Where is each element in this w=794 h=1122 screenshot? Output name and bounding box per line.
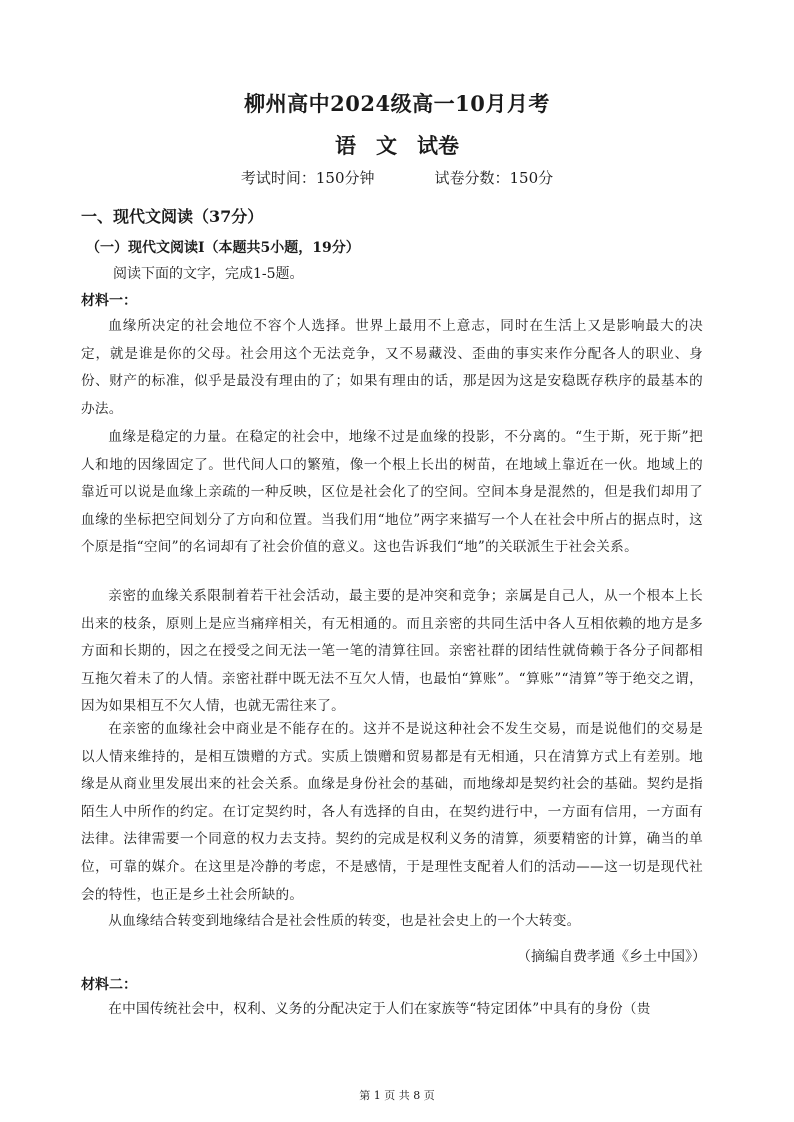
exam-time: 考试时间：150分钟 [240,169,375,187]
paragraph: 在中国传统社会中，权利、义务的分配决定于人们在家族等“特定团体”中具有的身份（贵 [108,1001,651,1017]
instruction: 阅读下面的文字，完成1-5题。 [113,266,304,282]
paragraph: 在亲密的血缘社会中商业是不能存在的。这并不是说这种社会不发生交易，而是说他们的交易是以人情来维持的，是相互馈赠的方式。实质上馈赠和贸易都是有无相通，只在清算方式上有差别。地缘是从商业里发展出来的社会关系。血缘是身份社会的基础，而地缘却是契约社会的基础。契约是指陌生人中所作的约定。在订定契约时，各人有选择的自由，在契约进行中，一方面有信用，一方面有法律。法律需要一个同意的权力去支持。契约的完成是权利义务的清算，须要精密的计算，确当的单位，可靠的媒介。在这里是冷静的考虑，不是感情，于是理性支配着人们的活动——这一切是现代社会的特性，也正是乡土社会所缺的。 [81,721,703,903]
paragraph: 亲密的血缘关系限制着若干社会活动，最主要的是冲突和竞争；亲属是自己人，从一个根本上长出来的枝条，原则上是应当痛痒相关，有无相通的。而且亲密的共同生活中各人互相依赖的地方是多方面和长期的，因之在授受之间无法一笔一笔的清算往回。亲密社群的团结性就倚赖于各分子间都相互拖欠着未了的人情。亲密社群中既无法不互欠人情，也最怕“算账”。“算账”“清算”等于绝交之谓，因为如果相互不欠人情，也就无需往来了。 [81,588,703,715]
subject-title [0,130,794,160]
paragraph: 从血缘结合转变到地缘结合是社会性质的转变，也是社会史上的一个大转变。 [108,913,581,929]
paragraph: 血缘所决定的社会地位不容个人选择。世界上最用不上意志，同时在生活上又是影响最大的决定，就是谁是你的父母。社会用这个无法竞争，又不易藏没、歪曲的事实来作分配各人的职业、身份、财产的标准，似乎是最没有理由的了；如果有理由的话，那是因为这是安稳既存秩序的最基本的办法。 [81,318,703,417]
exam-score: 试卷分数：150分 [434,169,554,187]
subject-part: 语 [335,133,356,158]
subject-part: 文 [376,133,397,158]
paragraph: 血缘是稳定的力量。在稳定的社会中，地缘不过是血缘的投影，不分离的。“生于斯，死于斯”把人和地的因缘固定了。世代间人口的繁殖，像一个根上长出的树苗，在地域上靠近在一伙。地域上的靠近可以说是血缘上亲疏的一种反映，区位是社会化了的空间。空间本身是混然的，但是我们却用了血缘的坐标把空间划分了方向和位置。当我们用“地位”两字来描写一个人在社会中所占的据点时，这个原是指“空间”的名词却有了社会价值的意义。这也告诉我们“地”的关联派生于社会关系。 [81,429,703,556]
material-label: 材料一： [81,293,137,309]
exam-meta [0,167,794,188]
exam-title: 柳州高中2024级高一10月月考 [244,91,550,116]
subsection-heading: （一）现代文阅读Ⅰ（本题共5小题，19分） [86,240,360,256]
section-heading: 一、现代文阅读（37分） [81,207,264,226]
source-citation: （摘编自费孝通《乡土中国》） [517,949,706,965]
subject-part: 试卷 [417,133,459,158]
page-number: 第 1 页 共 8 页 [359,1089,435,1102]
material-label: 材料二： [81,977,137,993]
